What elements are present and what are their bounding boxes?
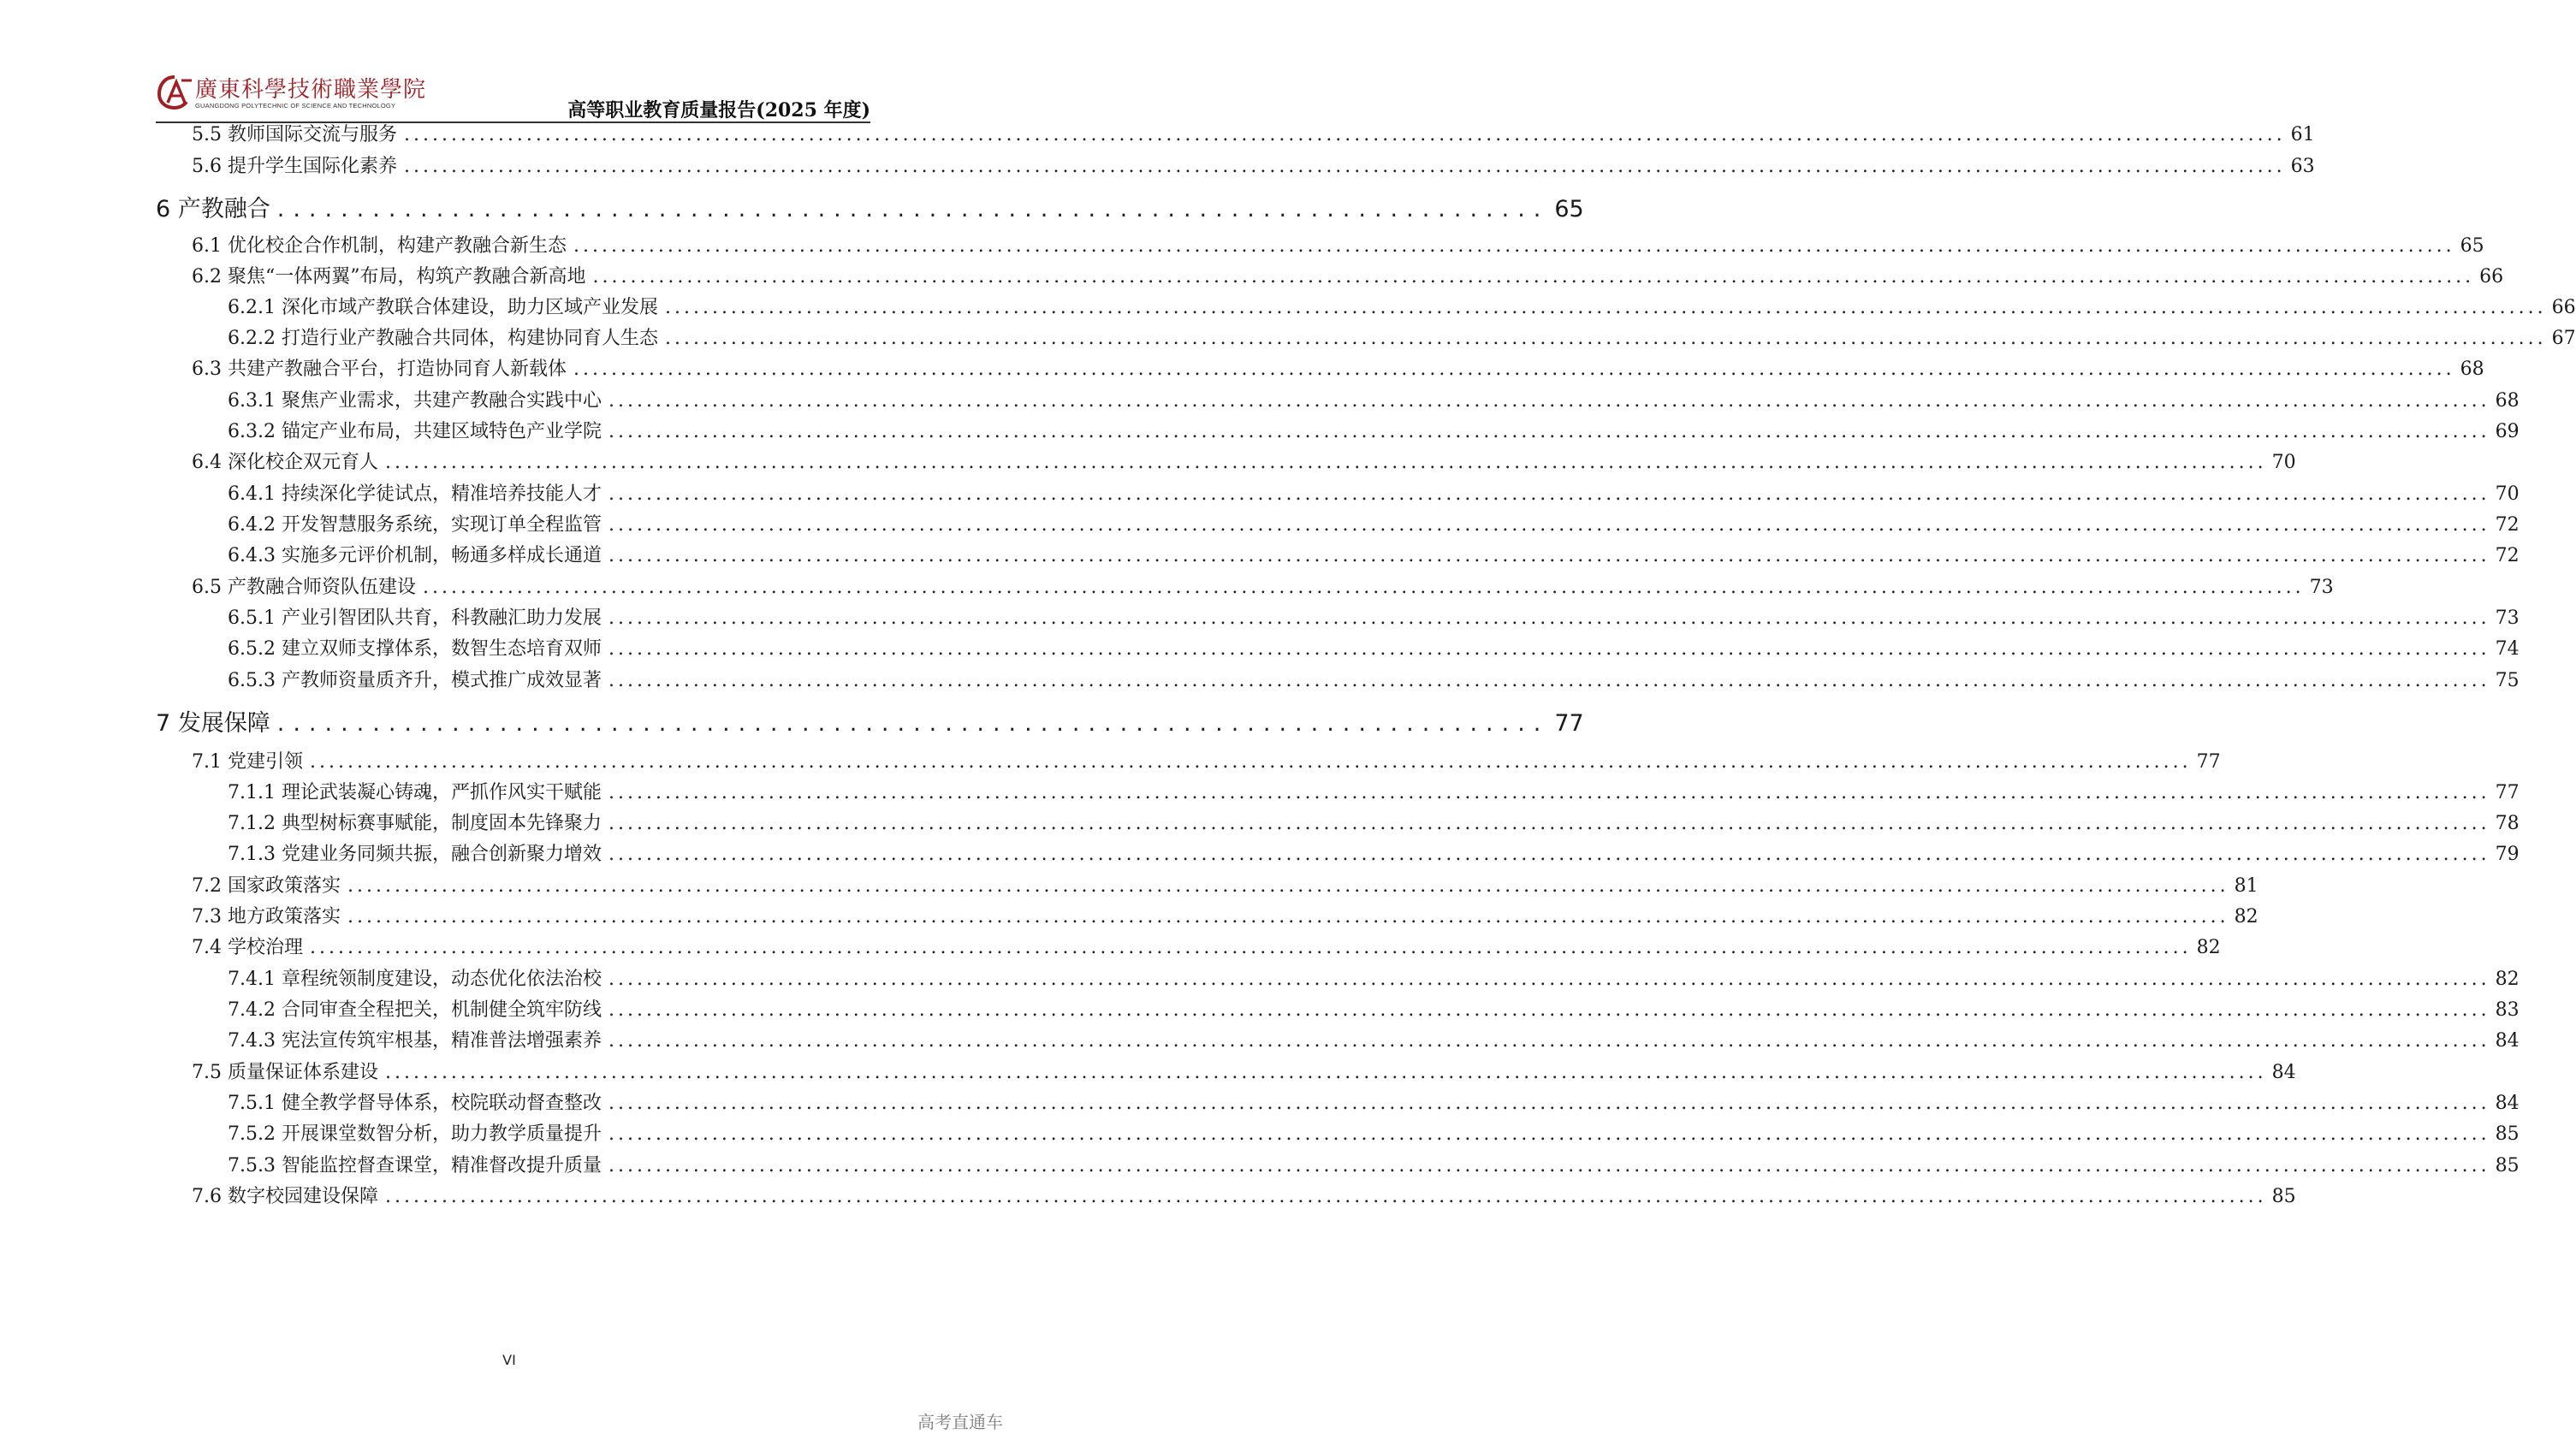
toc-entry-label: 7.2 国家政策落实 — [192, 875, 341, 897]
toc-entry-label: 7.1.1 理论武装凝心铸魂，严抓作风实干赋能 — [228, 782, 602, 803]
toc-entry-label: 7.4 学校治理 — [192, 937, 303, 958]
toc-entry[interactable] — [192, 447, 2296, 474]
toc-entry-label: 6.2 聚焦“一体两翼”布局，构筑产教融合新高地 — [192, 266, 586, 287]
toc-entry[interactable] — [156, 190, 1584, 223]
toc-entry-label: 7.4.3 宪法宣传筑牢根基，精准普法增强素养 — [228, 1030, 602, 1052]
toc-entry[interactable] — [192, 231, 2484, 258]
toc-entry-label: 6.4.3 实施多元评价机制，畅通多样成长通道 — [228, 545, 602, 566]
toc-leader-dots: ........................................................................................................................................................................................................ — [608, 607, 2490, 629]
report-title: 高等职业教育质量报告(2025 年度) — [567, 99, 870, 121]
toc-leader-dots: ........................................................................................................................................................................................................ — [608, 421, 2490, 442]
toc-entry[interactable] — [192, 1058, 2296, 1084]
toc-entry[interactable] — [192, 933, 2221, 959]
toc-entry-page: 66 — [2551, 297, 2576, 318]
toc-entry-page: 78 — [2495, 813, 2520, 834]
toc-entry-page: 68 — [2495, 390, 2520, 412]
toc-leader-dots: ........................................................................................................................................................................................................ — [608, 514, 2490, 536]
toc-entry-page: 77 — [2495, 782, 2520, 803]
toc-entry[interactable] — [228, 1026, 2520, 1052]
toc-leader-dots: ........................................................................................................................................................................................................ — [608, 969, 2490, 990]
toc-leader-dots: ........................................................................................................................................................................................................ — [608, 638, 2490, 660]
toc-entry-page: 82 — [2196, 937, 2221, 958]
toc-entry[interactable] — [192, 354, 2484, 381]
toc-entry[interactable] — [192, 120, 2315, 146]
toc-leader-dots: ........................................................................................................................................................................................................ — [592, 266, 2475, 287]
toc-entry-page: 85 — [2495, 1123, 2520, 1145]
toc-entry[interactable] — [192, 747, 2221, 773]
toc-entry-page: 84 — [2495, 1093, 2520, 1114]
toc-entry-page: 65 — [2460, 235, 2484, 257]
toc-entry-page: 74 — [2495, 638, 2520, 660]
toc-leader-dots: ........................................................................................................................................................................................................ — [608, 1155, 2490, 1176]
toc-leader-dots: ........................................................................................................................................................................................................ — [608, 999, 2490, 1021]
toc-entry[interactable] — [228, 1151, 2520, 1177]
toc-entry-page: 79 — [2495, 844, 2520, 865]
toc-leader-dots: ........................................................................................................................................................................................................ — [573, 359, 2455, 380]
toc-leader-dots: ........................................................................................................................................................................................................ — [608, 1123, 2490, 1145]
toc-leader-dots: ........................................................................................................................................................................................................ — [664, 328, 2547, 349]
toc-entry[interactable] — [228, 323, 2576, 350]
toc-entry-label: 6.5 产教融合师资队伍建设 — [192, 577, 416, 598]
toc-entry-label: 7.4.1 章程统领制度建设，动态优化依法治校 — [228, 969, 602, 990]
toc-leader-dots: ........................................................................................................................................................................................................ — [347, 906, 2229, 927]
toc-entry-page: 70 — [2271, 452, 2296, 473]
toc-entry-label: 7.5 质量保证体系建设 — [192, 1062, 378, 1083]
toc-entry[interactable] — [192, 572, 2334, 599]
toc-entry-page: 73 — [2309, 577, 2334, 598]
toc-entry[interactable] — [228, 839, 2520, 866]
school-logo — [156, 72, 427, 116]
toc-leader-dots: ........................................................................................................................................................................................................ — [608, 782, 2490, 803]
toc-entry-label: 7.1.3 党建业务同频共振，融合创新聚力增效 — [228, 844, 602, 865]
toc-entry-page: 84 — [2495, 1030, 2520, 1052]
toc-entry-page: 67 — [2551, 328, 2576, 349]
toc-entry[interactable] — [228, 634, 2520, 661]
toc-entry-label: 6 产教融合 — [156, 196, 270, 222]
toc-entry-page: 81 — [2234, 875, 2258, 897]
toc-entry[interactable] — [228, 1088, 2520, 1115]
toc-leader-dots: ........................................................................................................................................................................................................ — [608, 390, 2490, 412]
toc-entry-page: 63 — [2290, 156, 2315, 177]
toc-leader-dots: ........................................................................................................................................................................................................ — [384, 1062, 2267, 1083]
toc-entry-label: 7 发展保障 — [156, 710, 270, 737]
toc-entry-page: 77 — [1554, 710, 1584, 737]
toc-entry-label: 6.4.2 开发智慧服务系统，实现订单全程监管 — [228, 514, 602, 536]
toc-leader-dots: ........................................................................................................................................................................................................ — [664, 297, 2547, 318]
page-header — [156, 72, 870, 123]
toc-entry-label: 6.5.1 产业引智团队共育，科教融汇助力发展 — [228, 607, 602, 629]
toc-entry[interactable] — [228, 293, 2576, 319]
toc-entry[interactable] — [156, 704, 1584, 738]
toc-entry-label: 6.2.1 深化市域产教联合体建设，助力区域产业发展 — [228, 297, 658, 318]
toc-entry-page: 72 — [2495, 545, 2520, 566]
toc-entry-page: 61 — [2290, 124, 2315, 145]
toc-entry[interactable] — [228, 778, 2520, 804]
toc-leader-dots: ........................................................................................................................................................................................................ — [384, 1186, 2267, 1207]
toc-entry[interactable] — [228, 995, 2520, 1022]
toc-entry[interactable] — [192, 902, 2258, 928]
toc-leader-dots: ........................................................................................................................................................................................................ — [309, 751, 2192, 773]
toc-entry-label: 5.6 提升学生国际化素养 — [192, 156, 397, 177]
toc-entry-page: 72 — [2495, 514, 2520, 536]
school-name-en: GUANGDONG POLYTECHNIC OF SCIENCE AND TECHNOLOGY — [195, 102, 396, 110]
toc-entry-page: 82 — [2234, 906, 2258, 927]
toc-entry-page: 84 — [2271, 1062, 2296, 1083]
toc-entry-label: 7.5.2 开展课堂数智分析，助力教学质量提升 — [228, 1123, 602, 1145]
toc-leader-dots: ........................................................................................................................................................................................................ — [403, 156, 2286, 177]
toc-entry-page: 82 — [2495, 969, 2520, 990]
toc-leader-dots: ........................................................................................................................................................................................................ — [608, 1093, 2490, 1114]
page-number: VI — [502, 1352, 516, 1368]
toc-leader-dots: ........................................................................................................................................................................................................ — [573, 235, 2455, 257]
toc-entry-label: 6.2.2 打造行业产教融合共同体，构建协同育人生态 — [228, 328, 658, 349]
toc-leader-dots: ................................................................................ — [276, 710, 1550, 737]
toc-entry-label: 6.5.2 建立双师支撑体系，数智生态培育双师 — [228, 638, 602, 660]
toc-leader-dots: ........................................................................................................................................................................................................ — [384, 452, 2267, 473]
toc-entry-page: 70 — [2495, 483, 2520, 505]
toc-leader-dots: ........................................................................................................................................................................................................ — [403, 124, 2286, 145]
toc-entry-label: 7.5.3 智能监控督查课堂，精准督改提升质量 — [228, 1155, 602, 1176]
toc-entry-label: 6.3.1 聚焦产业需求，共建产教融合实践中心 — [228, 390, 602, 412]
toc-entry[interactable] — [228, 541, 2520, 567]
toc-entry-label: 6.4 深化校企双元育人 — [192, 452, 378, 473]
toc-leader-dots: ........................................................................................................................................................................................................ — [608, 844, 2490, 865]
toc-leader-dots: ........................................................................................................................................................................................................ — [608, 545, 2490, 566]
toc-entry[interactable] — [192, 262, 2504, 288]
toc-entry-label: 6.3 共建产教融合平台，打造协同育人新载体 — [192, 359, 567, 380]
toc-entry-label: 5.5 教师国际交流与服务 — [192, 124, 397, 145]
toc-entry-page: 75 — [2495, 670, 2520, 691]
toc-entry-label: 6.4.1 持续深化学徒试点，精准培养技能人才 — [228, 483, 602, 505]
toc-entry-page: 68 — [2460, 359, 2484, 380]
toc-leader-dots: ........................................................................................................................................................................................................ — [608, 483, 2490, 505]
toc-entry[interactable] — [228, 603, 2520, 630]
toc-leader-dots: ........................................................................................................................................................................................................ — [309, 937, 2192, 958]
toc-entry-label: 6.3.2 锚定产业布局，共建区域特色产业学院 — [228, 421, 602, 442]
toc-entry[interactable] — [192, 871, 2258, 898]
school-logo-icon — [156, 74, 193, 111]
toc-leader-dots: ........................................................................................................................................................................................................ — [347, 875, 2229, 897]
toc-leader-dots: ........................................................................................................................................................................................................ — [608, 813, 2490, 834]
toc-leader-dots: ........................................................................................................................................................................................................ — [422, 577, 2305, 598]
toc-leader-dots: ........................................................................................................................................................................................................ — [608, 670, 2490, 691]
toc-entry-label: 7.6 数字校园建设保障 — [192, 1186, 378, 1207]
toc-entry-label: 6.1 优化校企合作机制，构建产教融合新生态 — [192, 235, 567, 257]
toc-entry-page: 73 — [2495, 607, 2520, 629]
toc-entry[interactable] — [228, 666, 2520, 692]
toc-entry[interactable] — [228, 386, 2520, 412]
toc-entry-page: 66 — [2479, 266, 2504, 287]
toc-leader-dots: ........................................................................................................................................................................................................ — [608, 1030, 2490, 1052]
toc-entry-label: 7.5.1 健全教学督导体系，校院联动督查整改 — [228, 1093, 602, 1114]
toc-entry-page: 65 — [1554, 196, 1584, 222]
school-name-cn: 廣東科學技術職業學院 — [195, 77, 427, 103]
toc-entry[interactable] — [192, 151, 2315, 178]
toc-entry-page: 69 — [2495, 421, 2520, 442]
watermark: 高考直通车 — [917, 1412, 1003, 1432]
toc-entry-page: 77 — [2196, 751, 2221, 773]
toc-entry-label: 7.4.2 合同审查全程把关，机制健全筑牢防线 — [228, 999, 602, 1021]
toc-entry[interactable] — [228, 417, 2520, 443]
toc-entry[interactable] — [228, 809, 2520, 835]
toc-entry[interactable] — [228, 1119, 2520, 1146]
toc-entry[interactable] — [228, 964, 2520, 991]
toc-entry-label: 7.1.2 典型树标赛事赋能，制度固本先锋聚力 — [228, 813, 602, 834]
toc-entry-label: 6.5.3 产教师资量质齐升，模式推广成效显著 — [228, 670, 602, 691]
toc-entry-page: 85 — [2495, 1155, 2520, 1176]
toc-entry-label: 7.3 地方政策落实 — [192, 906, 341, 927]
toc-entry-page: 85 — [2271, 1186, 2296, 1207]
toc-entry[interactable] — [228, 479, 2520, 506]
toc-entry-page: 83 — [2495, 999, 2520, 1021]
toc-entry[interactable] — [228, 510, 2520, 536]
toc-leader-dots: ................................................................................ — [276, 196, 1550, 222]
toc-entry[interactable] — [192, 1182, 2296, 1208]
toc-entry-label: 7.1 党建引领 — [192, 751, 303, 773]
